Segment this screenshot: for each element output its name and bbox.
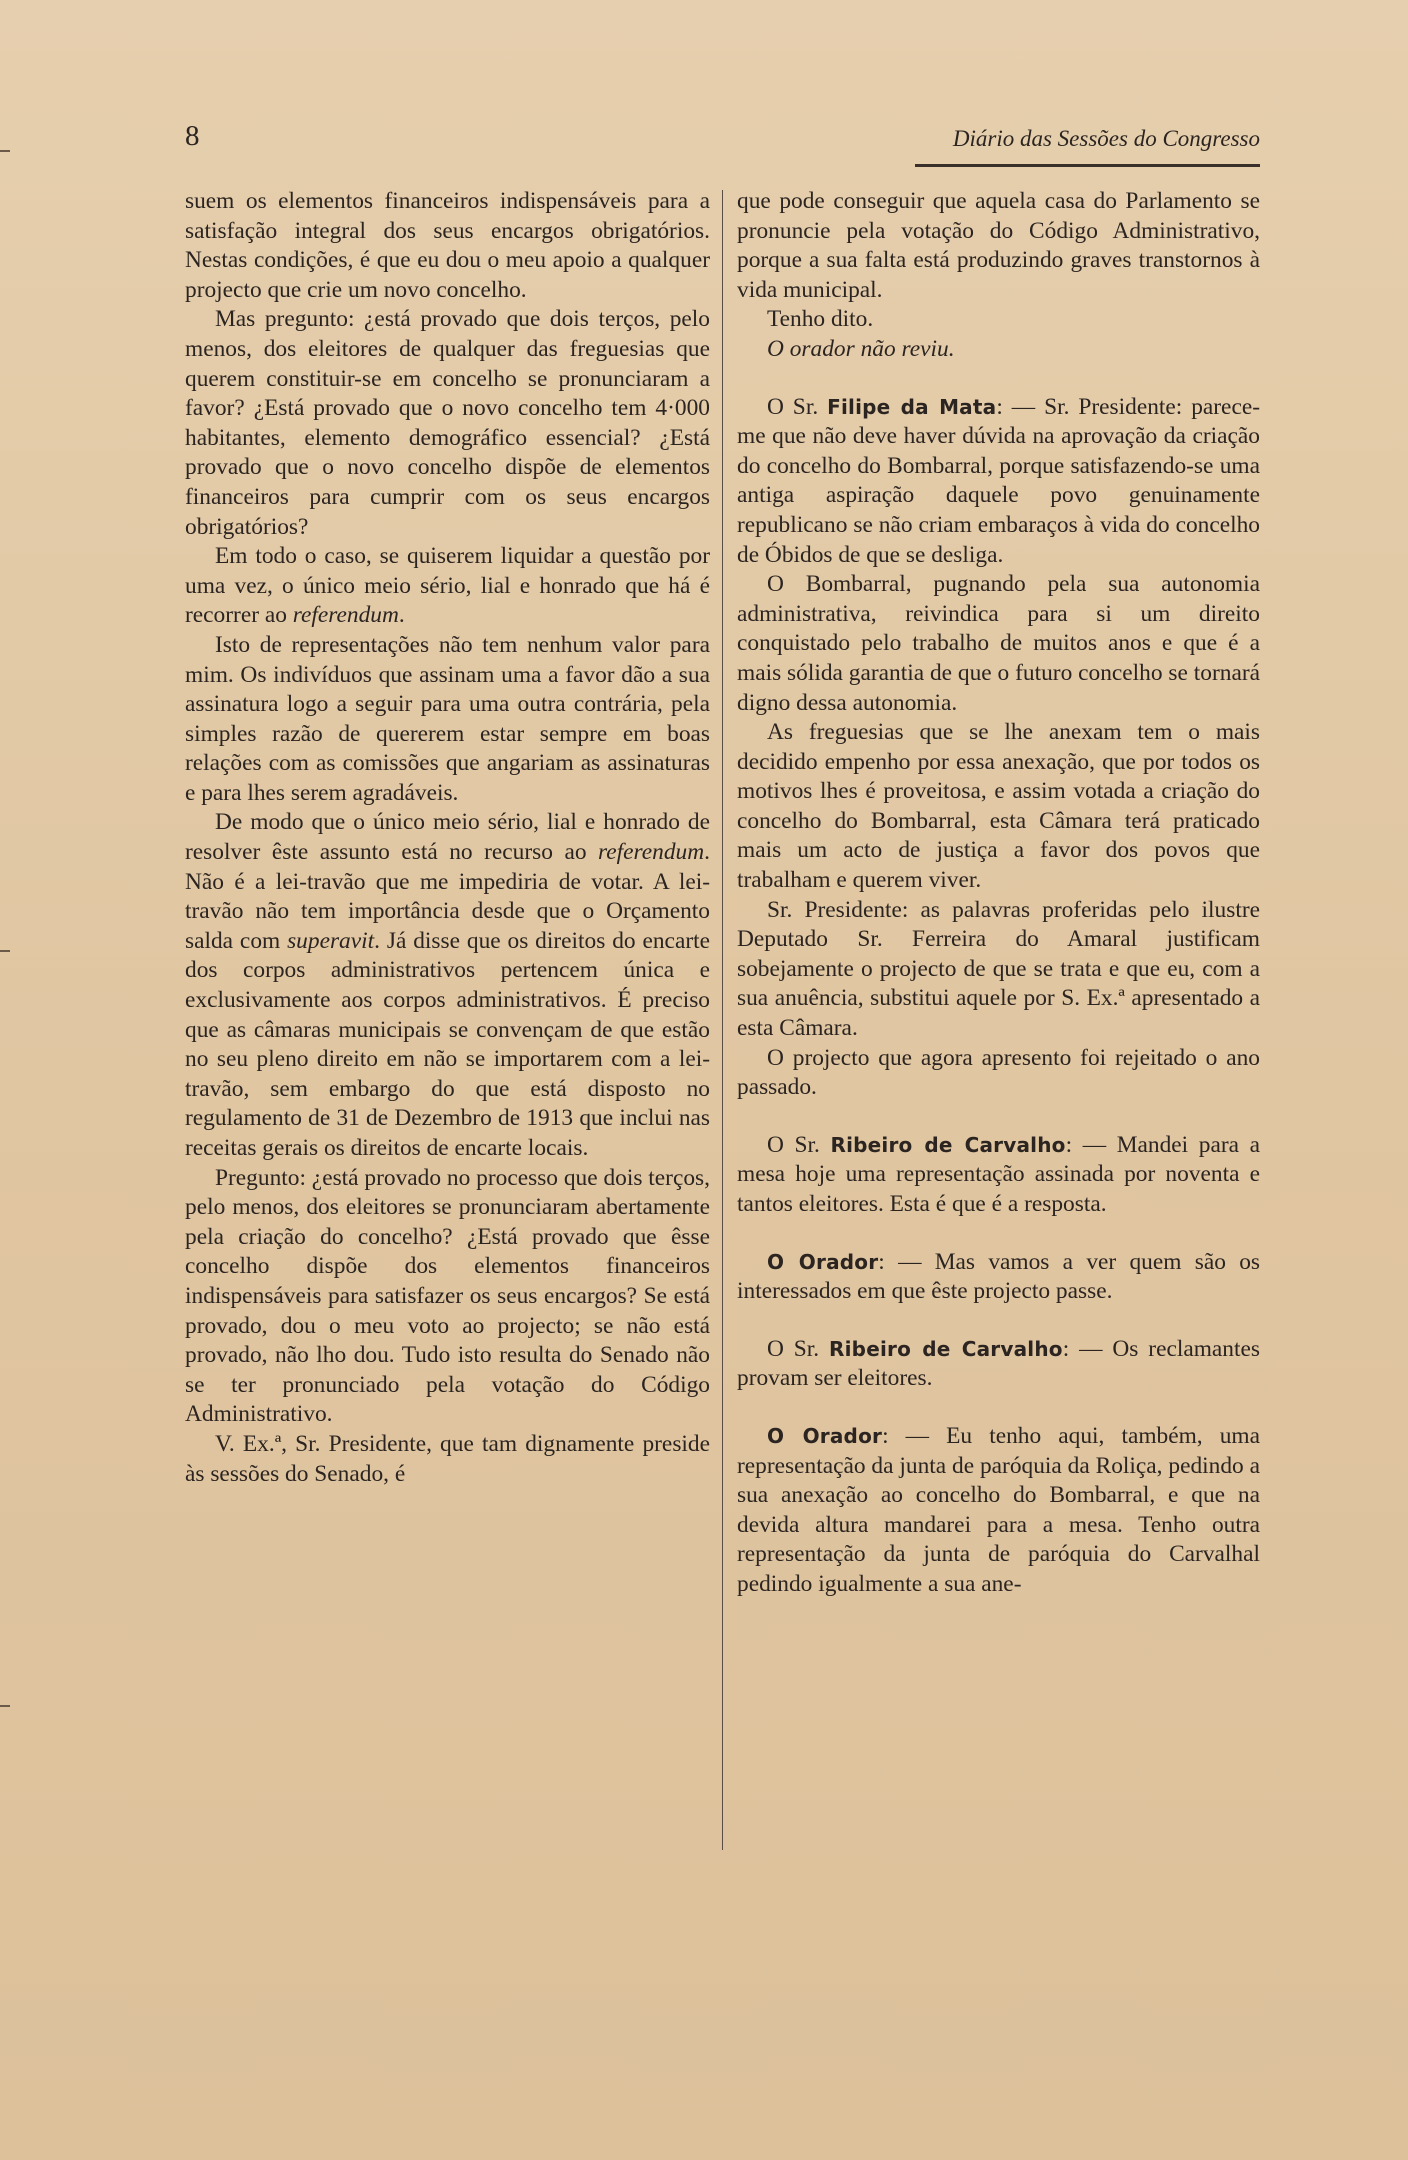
left-column xyxy=(185,187,710,1489)
paragraph: Sr. Presidente: as palavras proferidas pelo ilustre Deputado Sr. Ferreira do Amaral justificam sobejamente o projecto de que se trata e que eu, com a sua anuência, substitui aquele por S. Ex.ª apresentado a esta Câmara. xyxy=(737,896,1260,1042)
note-not-revised: O orador não reviu. xyxy=(767,335,955,362)
running-head: Diário das Sessões do Congresso xyxy=(952,126,1260,151)
paragraph: Isto de representações não tem nenhum valor para mim. Os indivíduos que assinam uma a favor dão a sua assinatura logo a seguir para uma outra contrária, pela simples razão de quererem estar sempre em boas relações com as comissões que angariam as assinaturas e para lhes serem agradáveis. xyxy=(185,631,710,806)
page-number: 8 xyxy=(185,120,200,152)
paragraph: suem os elementos financeiros indispensáveis para a satisfação integral dos seus encargos obrigatórios. Nestas condições, é que eu dou o meu apoio a qualquer projecto que crie um novo concelho. xyxy=(185,188,710,303)
column-divider xyxy=(722,190,723,1850)
paragraph: que pode conseguir que aquela casa do Parlamento se pronuncie pela votação do Código Administrativo, porque a sua falta está produzindo graves transtornos à vida municipal. xyxy=(737,188,1260,303)
text-run: : — Os reclamantes provam ser eleitores. xyxy=(737,1335,1260,1392)
page-edge-mark xyxy=(0,150,10,152)
paragraph: O projecto que agora apresento foi rejeitado o ano passado. xyxy=(737,1044,1260,1101)
text-run: : — Eu tenho aqui, também, uma representação da junta de paróquia da Roliça, pedindo a sua anexação ao concelho do Bombarral, e que na devida altura mandarei para a mesa. Tenho outra representação da junta de paróquia do Carvalhal pedindo igualmente a sua ane- xyxy=(737,1422,1260,1597)
text-run: : — Mandei para a mesa hoje uma representação assinada por noventa e tantos eleitores. Esta é que é a resposta. xyxy=(737,1131,1260,1217)
speaker-name: Filipe da Mata xyxy=(827,394,997,419)
paragraph: Tenho dito. xyxy=(767,306,874,333)
paragraph: O Bombarral, pugnando pela sua autonomia administrativa, reivindica para si um direito conquistado pelo trabalho de muitos anos e que é a mais sólida garantia de que o futuro concelho se tornará digno dessa autonomia. xyxy=(737,571,1260,716)
paragraph: As freguesias que se lhe anexam tem o mais decidido empenho por essa anexação, que por todos os motivos lhes é proveitosa, e assim votada a criação do concelho do Bombarral, esta Câmara terá praticado mais um acto de justiça a favor dos povos que trabalham e querem viver. xyxy=(737,719,1260,894)
paragraph: V. Ex.ª, Sr. Presidente, que tam dignamente preside às sessões do Senado, é xyxy=(185,1430,710,1487)
paragraph xyxy=(185,808,710,1163)
italic-term: referendum xyxy=(292,602,399,629)
text-run: . xyxy=(398,602,405,629)
text-run: : — Mas vamos a ver quem são os interessados em que êste projecto passe. xyxy=(737,1248,1260,1305)
speech-paragraph xyxy=(737,1248,1260,1307)
italic-term: referendum xyxy=(598,839,705,866)
text-run: Em todo o caso, se quiserem liquidar a questão por uma vez, o único meio sério, lial e honrado que há é recorrer ao xyxy=(185,543,710,629)
paragraph xyxy=(185,542,710,631)
page-header xyxy=(185,120,1260,164)
paragraph: Mas pregunto: ¿está provado que dois terços, pelo menos, dos eleitores de qualquer das freguesias que querem constituir-se em concelho se pronunciaram a favor? ¿Está provado que o novo concelho tem 4·000 habitantes, elemento demográfico essencial? ¿Está provado que o novo concelho dispõe de elementos financeiros para cumprir com os seus encargos obrigatórios? xyxy=(185,306,710,540)
text-run: : — Sr. Presidente: parece-me que não deve haver dúvida na aprovação da criação do concelho do Bombarral, porque satisfazendo-se uma antiga aspiração daquele povo genuinamente republicano se não criam embaraços à vida do concelho de Óbidos de que se desliga. xyxy=(737,393,1260,568)
page-edge-mark xyxy=(0,950,10,952)
page-edge-mark xyxy=(0,1705,10,1707)
speaker-name: O Orador xyxy=(767,1423,883,1448)
text-run: . Não é a lei-travão que me impediria de votar. A lei-travão não tem importância desde que o Orçamento salda com xyxy=(185,839,710,954)
speaker-name: Ribeiro de Carvalho xyxy=(830,1132,1066,1157)
italic-term: superavit xyxy=(287,927,375,954)
right-column xyxy=(737,187,1260,1600)
speech-paragraph xyxy=(737,1131,1260,1220)
speech-paragraph xyxy=(737,1422,1260,1600)
speech-paragraph xyxy=(737,393,1260,571)
speech-paragraph xyxy=(737,1335,1260,1394)
text-run: O Sr. xyxy=(767,393,828,420)
text-run: . Já disse que os direitos do encarte dos corpos administrativos pertencem única e exclusivamente aos corpos administrativos. É preciso que as câmaras municipais se convençam de que estão no seu pleno direito em não se importarem com a lei-travão, sem embargo do que está disposto no regulamento de 31 de Dezembro de 1913 que inclui nas receitas gerais os direitos de encarte locais. xyxy=(185,927,710,1161)
text-run: O Sr. xyxy=(767,1335,830,1362)
paragraph: Pregunto: ¿está provado no processo que dois terços, pelo menos, dos eleitores se pronunciaram abertamente pela criação do concelho? ¿Está provado que êsse concelho dispõe dos elementos financeiros indispensáveis para satisfazer os seus encargos? Se está provado, dou o meu voto ao projecto; se não está provado, não lho dou. Tudo isto resulta do Senado não se ter pronunciado pela votação do Código Administrativo. xyxy=(185,1164,710,1428)
header-rule xyxy=(915,164,1260,167)
speaker-name: Ribeiro de Carvalho xyxy=(829,1336,1063,1361)
text-run: De modo que o único meio sério, lial e honrado de resolver êste assunto está no recurso ao xyxy=(185,809,710,866)
speaker-name: O Orador xyxy=(767,1249,879,1274)
text-run: O Sr. xyxy=(767,1131,831,1158)
